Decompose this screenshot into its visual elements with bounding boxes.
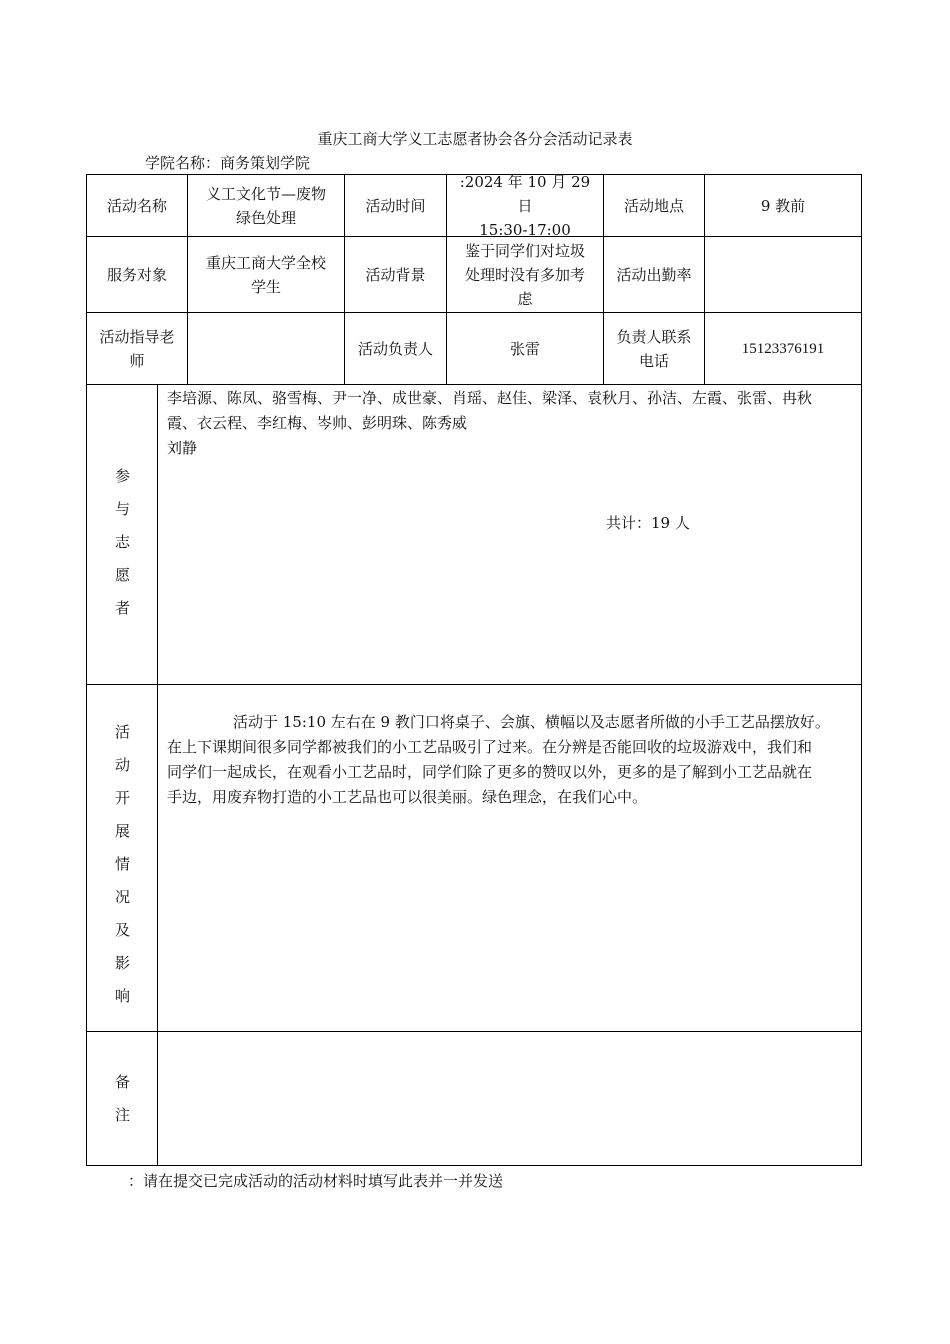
volunteer-total: 共计：19 人 — [606, 514, 690, 532]
college-label: 学院名称： — [145, 154, 221, 172]
activity-impact-label: 活 动 开 展 情 况 及 影 响 — [114, 723, 130, 1005]
activity-name-label: 活动名称 — [106, 196, 167, 215]
activity-name-value: 义工文化节—废物 绿色处理 — [205, 184, 326, 227]
leader-label: 活动负责人 — [357, 339, 433, 358]
volunteer-names: 李培源、陈凤、骆雪梅、尹一净、成世豪、肖瑶、赵佳、梁泽、袁秋月、孙洁、左霞、张雷、冉秋 霞、衣云程、李红梅、岑帅、彭明珠、陈秀威 刘静 — [167, 389, 813, 457]
leader-phone-value: 15123376191 — [741, 340, 825, 357]
remarks-label: 备 注 — [114, 1073, 130, 1124]
service-target-label: 服务对象 — [106, 265, 167, 284]
activity-time-value: :2024 年 10 月 29 日 15:30-17:00 — [459, 172, 591, 239]
activity-background-label: 活动背景 — [365, 265, 426, 284]
activity-description: 活动于 15:10 左右在 9 教门口将桌子、会旗、横幅以及志愿者所做的小手工艺品摆放好。 在上下课期间很多同学都被我们的小工艺品吸引了过来。在分辨是否能回收的垃圾游戏中，我们和 同学们一起成长，在观看小工艺品时，同学们除了更多的赞叹以外，更多的是了解到小工艺品就在 手边，用废弃物打造的小工艺品也可以很美丽。绿色理念，在我们心中。 — [167, 713, 830, 806]
activity-place-label: 活动地点 — [623, 196, 684, 215]
activity-place-value: 9 教前 — [760, 196, 806, 215]
attendance-label: 活动出勤率 — [616, 265, 692, 284]
volunteers-label: 参 与 志 愿 者 — [114, 467, 130, 617]
footer-note: ：请在提交已完成活动的活动材料时填写此表并一并发送 — [128, 1172, 504, 1190]
college-line — [145, 152, 310, 173]
leader-value: 张雷 — [509, 339, 540, 358]
service-target-value: 重庆工商大学全校 学生 — [205, 253, 326, 296]
leader-phone-label: 负责人联系 电话 — [616, 327, 692, 370]
teacher-label: 活动指导老 师 — [99, 327, 175, 370]
form-title: 重庆工商大学义工志愿者协会各分会活动记录表 — [317, 130, 633, 148]
activity-background-value: 鉴于同学们对垃圾 处理时没有多加考 虑 — [464, 241, 585, 308]
activity-time-label: 活动时间 — [365, 196, 426, 215]
attendance-value — [705, 237, 861, 312]
teacher-value — [188, 313, 344, 384]
college-value: 商务策划学院 — [220, 154, 311, 172]
